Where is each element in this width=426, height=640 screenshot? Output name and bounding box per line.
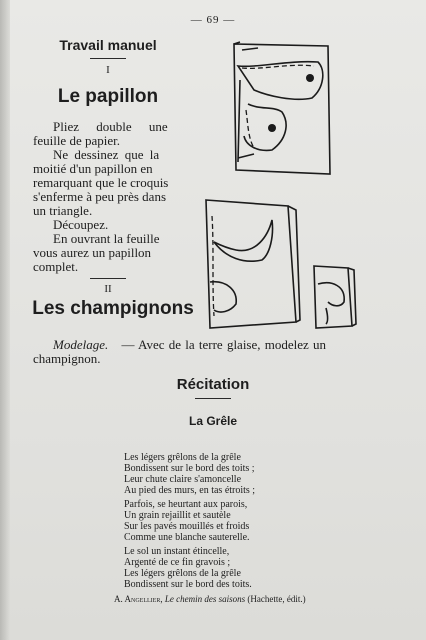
text-line: feuille de papier. — [33, 133, 120, 148]
text-line: Pliez double une — [53, 119, 168, 134]
poem-line: Comme une blanche sauterelle. — [124, 532, 250, 543]
heading-les-champignons: Les champignons — [32, 298, 194, 319]
poem-credit — [114, 594, 306, 604]
mushroom-cutout-illustration — [196, 196, 306, 330]
text-line: s'enferme à peu près dans — [33, 189, 167, 204]
poem-line: Argenté de ce fin gravois ; — [124, 557, 231, 568]
butterfly-folded-paper-illustration — [228, 40, 336, 178]
text-line: un triangle. — [33, 203, 93, 218]
heading-le-papillon: Le papillon — [57, 86, 159, 107]
small-mushroom-illustration — [310, 262, 358, 332]
section-numeral-ii: II — [104, 283, 112, 295]
credit-author: A. Angellier, — [114, 594, 163, 604]
section-numeral-i: I — [106, 64, 110, 76]
section-title-travail-manuel: Travail manuel — [59, 37, 157, 53]
text-line: Ne dessinez que la — [53, 147, 160, 162]
poem-line: Sur les pavés mouillés et froids — [124, 521, 250, 532]
poem-line: Les légers grêlons de la grêle — [124, 452, 241, 463]
poem-line: Leur chute claire s'amoncelle — [124, 474, 242, 485]
page-number: — 69 — — [190, 14, 236, 26]
credit-work: Le chemin des saisons — [164, 594, 246, 604]
divider — [90, 278, 126, 279]
page-spine-shadow — [0, 0, 10, 640]
poem-line: Bondissent sur le bord des toits. — [124, 579, 252, 590]
poem-line: Au pied des murs, en tas étroits ; — [124, 485, 256, 496]
modelage-label: Modelage. — [53, 337, 109, 352]
divider — [195, 398, 231, 399]
poem-title: La Grêle — [188, 414, 238, 428]
divider — [90, 58, 126, 59]
poem-line: Les légers grêlons de la grêle — [124, 568, 241, 579]
heading-recitation: Récitation — [176, 376, 250, 393]
poem-line: Un grain rejaillit et sautèle — [124, 510, 231, 521]
poem-line: Bondissent sur le bord des toits ; — [124, 463, 255, 474]
text-line: Découpez. — [53, 217, 109, 232]
text-line: remarquant que le croquis — [33, 175, 169, 190]
poem-line: Parfois, se heurtant aux parois, — [124, 499, 248, 510]
poem-line: Le sol un instant étincelle, — [124, 546, 230, 557]
text-line: vous aurez un papillon — [33, 245, 152, 260]
modelage-text: — Avec de la terre glaise, modelez un — [121, 337, 327, 352]
text-line: complet. — [33, 259, 79, 274]
credit-publisher: (Hachette, édit.) — [247, 594, 306, 604]
text-line: moitié d'un papillon en — [33, 161, 153, 176]
modelage-text-cont: champignon. — [33, 351, 101, 366]
text-line: En ouvrant la feuille — [53, 231, 160, 246]
